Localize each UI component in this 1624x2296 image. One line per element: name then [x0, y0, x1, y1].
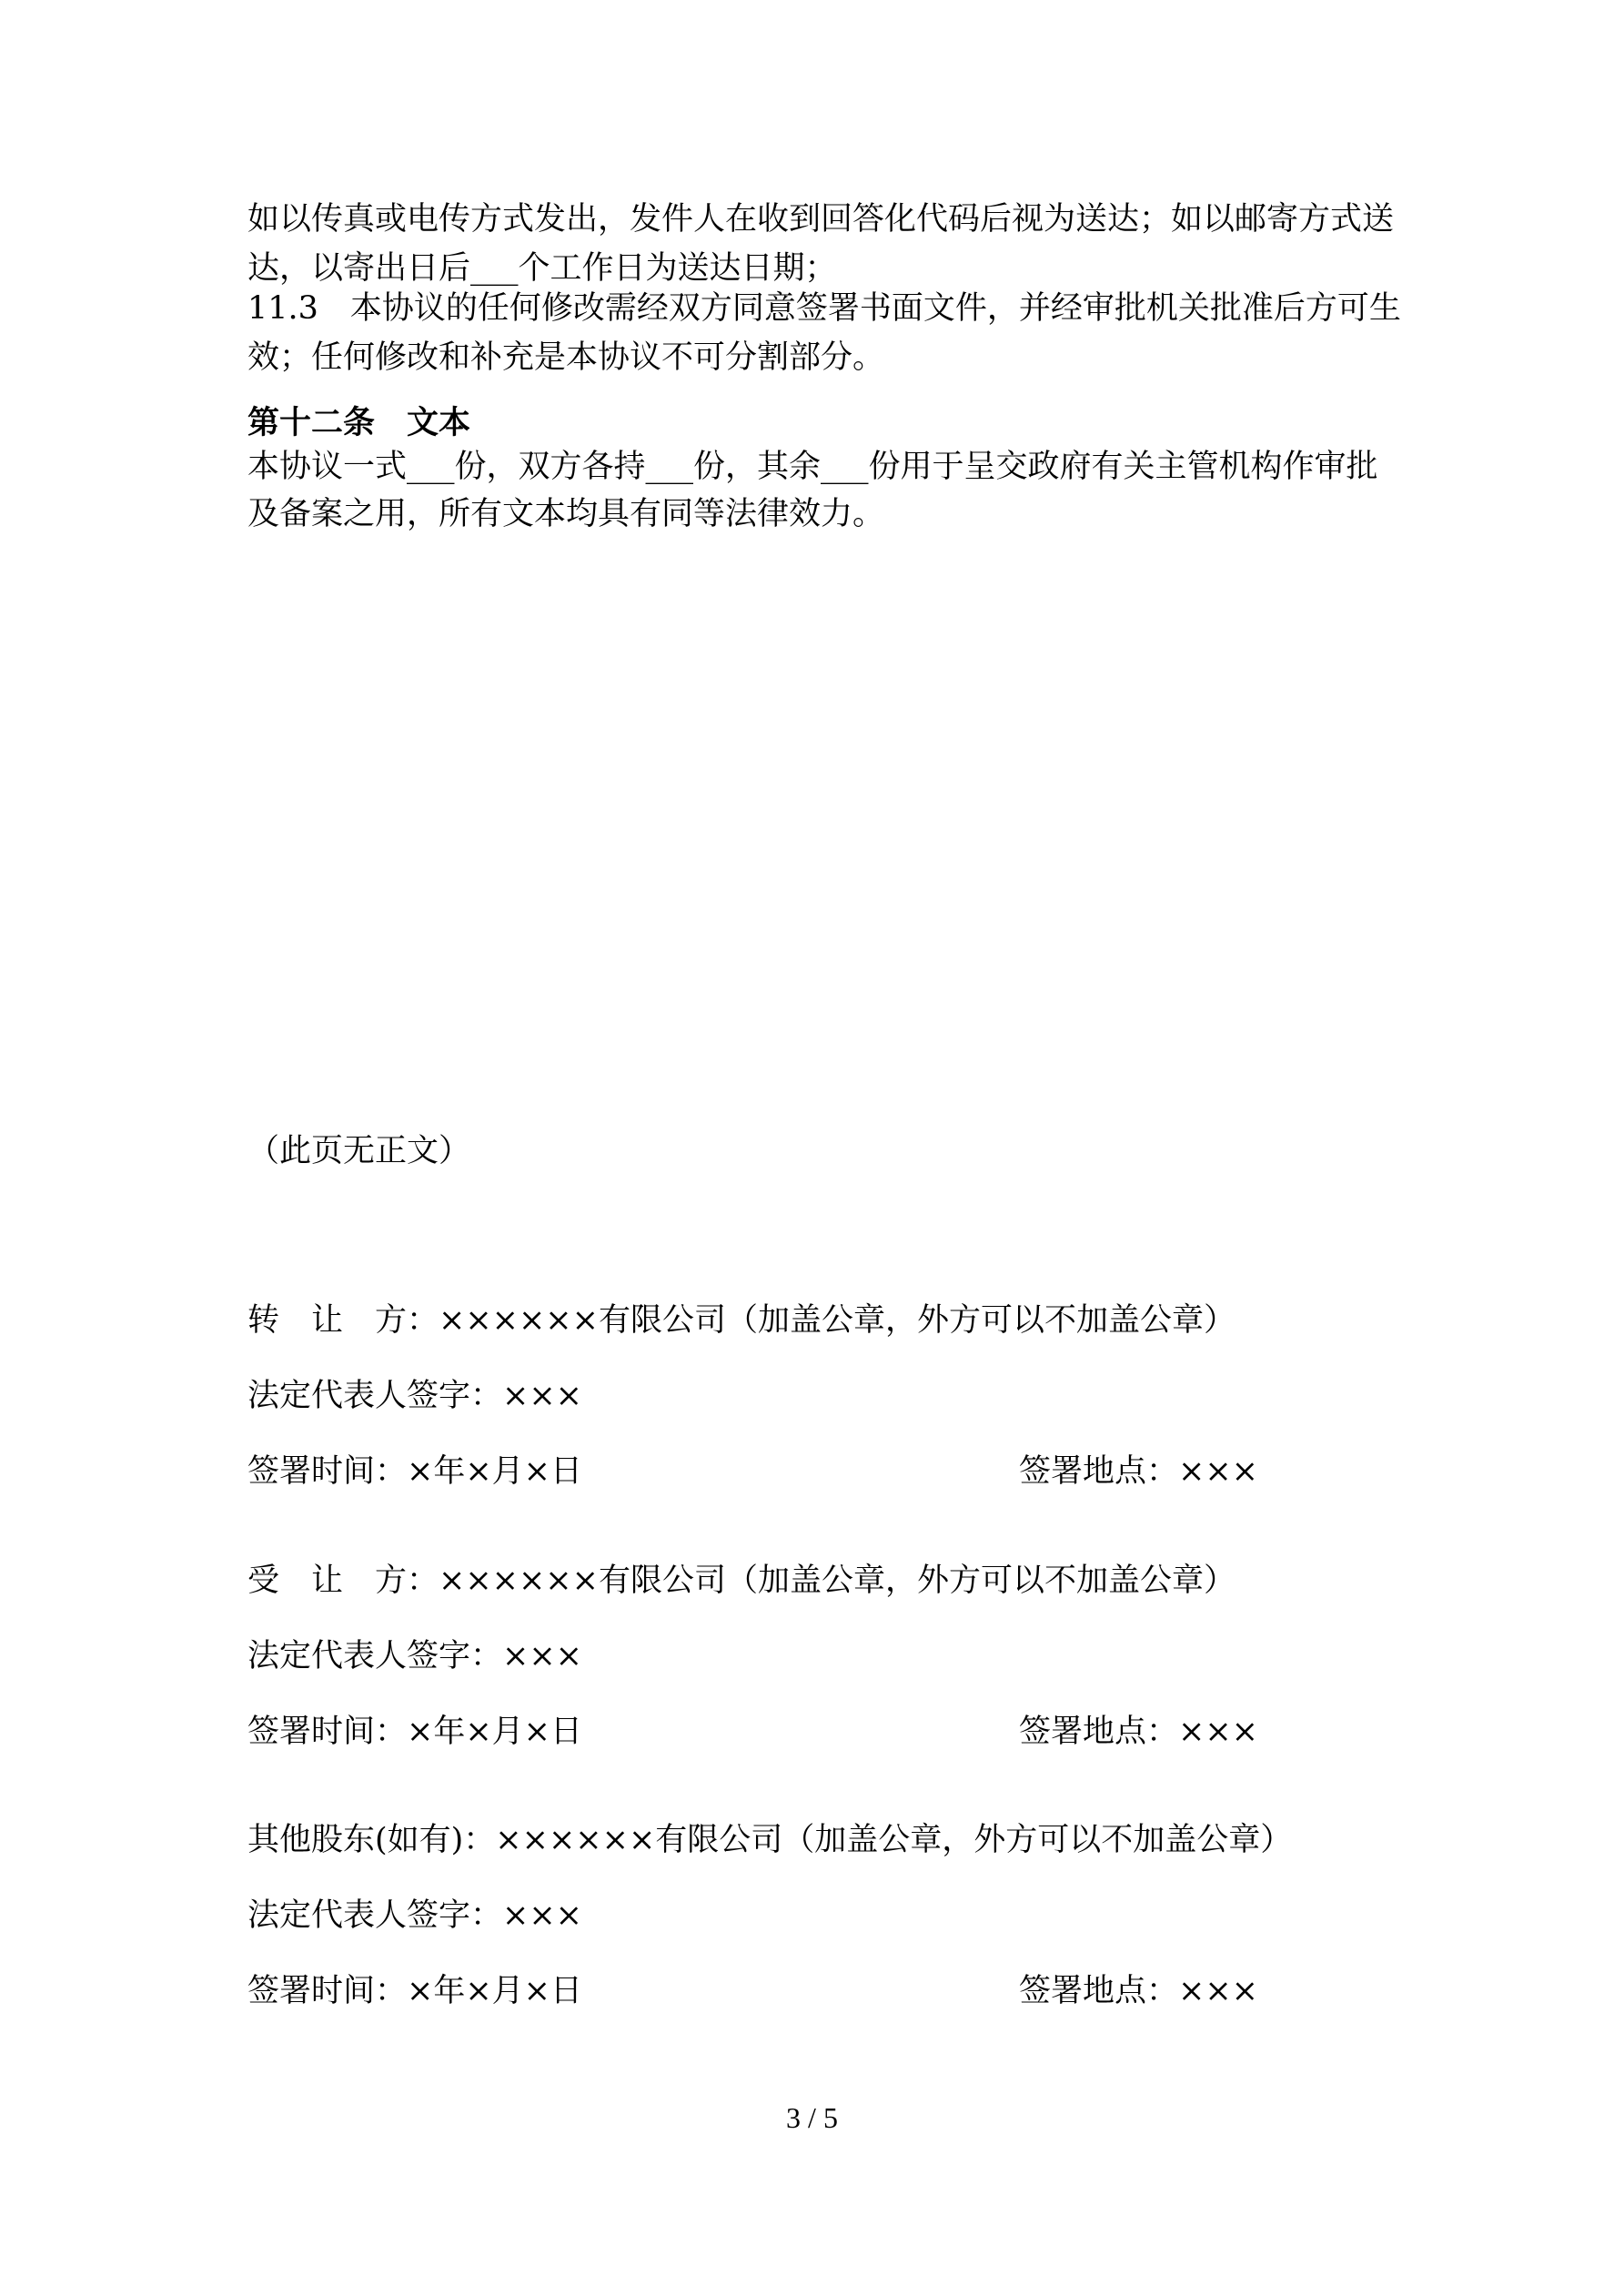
signature-place-transferee: 签署地点：×××	[1019, 1714, 1258, 1750]
no-body-note: （此页无正文）	[247, 1133, 471, 1169]
signature-representative-other-shareholders: 法定代表人签字：×××	[247, 1897, 582, 1934]
signature-place-other-shareholders: 签署地点：×××	[1019, 1973, 1258, 2009]
article-12-title: 第十二条 文本	[247, 404, 471, 441]
signature-party-transferee: 受 让 方：××××××有限公司（加盖公章，外方可以不加盖公章）	[247, 1563, 1236, 1599]
article-12-line-1: 本协议一式___份，双方各持___份，其余___份用于呈交政府有关主管机构作审批	[247, 449, 1378, 485]
page-number: 3 / 5	[786, 2101, 838, 2134]
signature-time-transferee: 签署时间：×年×月×日	[247, 1714, 582, 1750]
clause-11-3-line-2: 效；任何修改和补充是本协议不可分割部分。	[247, 339, 885, 376]
signature-representative-transferee: 法定代表人签字：×××	[247, 1638, 582, 1674]
signature-party-other-shareholders: 其他股东(如有)：××××××有限公司（加盖公章，外方可以不加盖公章）	[247, 1822, 1293, 1858]
signature-party-transferor: 转 让 方：××××××有限公司（加盖公章，外方可以不加盖公章）	[247, 1302, 1236, 1339]
signature-time-transferor: 签署时间：×年×月×日	[247, 1453, 582, 1490]
signature-representative-transferor: 法定代表人签字：×××	[247, 1378, 582, 1414]
article-12-line-2: 及备案之用，所有文本均具有同等法律效力。	[247, 496, 885, 532]
continuation-line-1: 如以传真或电传方式发出，发件人在收到回答化代码后视为送达；如以邮寄方式送	[247, 201, 1395, 238]
signature-place-transferor: 签署地点：×××	[1019, 1453, 1258, 1490]
signature-time-other-shareholders: 签署时间：×年×月×日	[247, 1973, 582, 2009]
clause-11-3-line-1: 11.3 本协议的任何修改需经双方同意签署书面文件，并经审批机关批准后方可生	[247, 290, 1401, 327]
continuation-line-2: 达，以寄出日后___个工作日为送达日期；	[247, 250, 837, 287]
